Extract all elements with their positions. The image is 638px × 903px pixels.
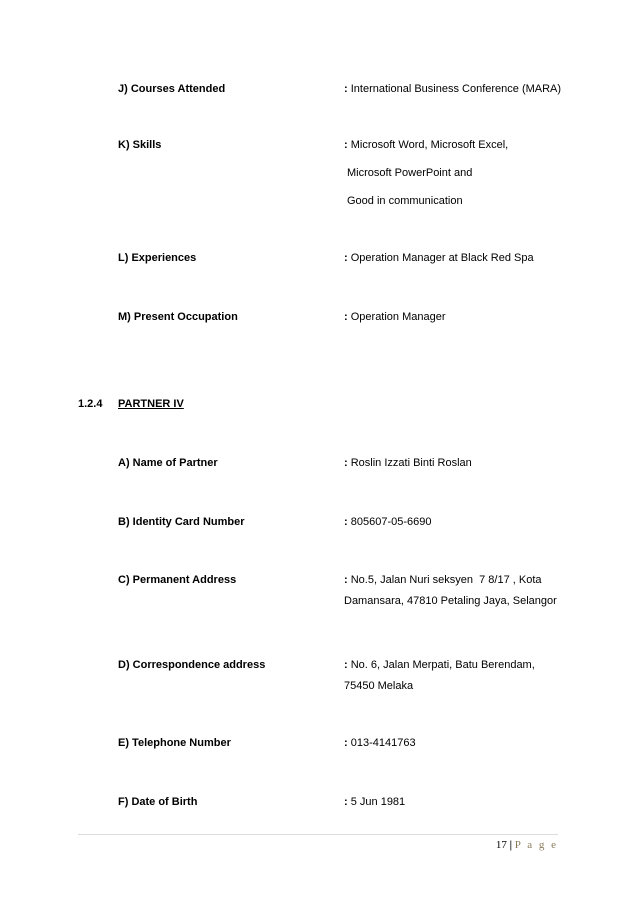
field-value (344, 736, 416, 750)
section-number: 1.2.4 (78, 398, 103, 410)
field-value-continued: Good in communication (347, 195, 463, 207)
field-value-text: International Business Conference (MARA) (350, 83, 562, 95)
field-value (344, 658, 535, 672)
colon: : (344, 516, 348, 528)
footer-divider (78, 834, 558, 835)
colon: : (344, 83, 348, 95)
field-value (344, 795, 405, 809)
field-value-continued: 75450 Melaka (344, 680, 414, 692)
colon: : (344, 574, 348, 586)
page-footer (496, 839, 558, 851)
colon: : (344, 737, 348, 749)
field-label: L) Experiences (118, 252, 197, 264)
field-value (344, 310, 446, 324)
field-label: B) Identity Card Number (118, 516, 245, 528)
field-value (344, 251, 534, 265)
field-value (344, 573, 542, 587)
field-value-text: 013-4141763 (350, 737, 416, 749)
colon: : (344, 311, 348, 323)
field-label: C) Permanent Address (118, 574, 237, 586)
field-label: A) Name of Partner (118, 457, 218, 469)
colon: : (344, 659, 348, 671)
colon: : (344, 457, 348, 469)
field-value-text: No. 6, Jalan Merpati, Batu Berendam, (350, 659, 535, 671)
field-value-text: Roslin Izzati Binti Roslan (350, 457, 472, 469)
field-value (344, 82, 561, 96)
field-value-continued: Microsoft PowerPoint and (347, 167, 473, 179)
field-value-text: 5 Jun 1981 (350, 796, 406, 808)
field-label: M) Present Occupation (118, 311, 238, 323)
field-value-text: Operation Manager (350, 311, 446, 323)
colon: : (344, 796, 348, 808)
field-value-text: Microsoft Word, Microsoft Excel, (350, 139, 509, 151)
field-value-text: 805607-05-6690 (350, 516, 432, 528)
page-word: P a g e (514, 839, 558, 851)
field-value (344, 138, 508, 152)
section-title: PARTNER IV (118, 398, 184, 410)
page-number: 17 (495, 839, 507, 851)
field-value (344, 515, 431, 529)
footer-separator: | (509, 839, 513, 851)
field-value-text: No.5, Jalan Nuri seksyen 7 8/17 , Kota (350, 574, 542, 586)
field-label: D) Correspondence address (118, 659, 266, 671)
field-label: E) Telephone Number (118, 737, 231, 749)
colon: : (344, 139, 348, 151)
colon: : (344, 252, 348, 264)
field-value-text: Operation Manager at Black Red Spa (350, 252, 534, 264)
field-label: K) Skills (118, 139, 162, 151)
field-value (344, 456, 472, 470)
field-value-continued: Damansara, 47810 Petaling Jaya, Selangor (344, 595, 557, 607)
field-label: J) Courses Attended (118, 83, 226, 95)
field-label: F) Date of Birth (118, 796, 198, 808)
